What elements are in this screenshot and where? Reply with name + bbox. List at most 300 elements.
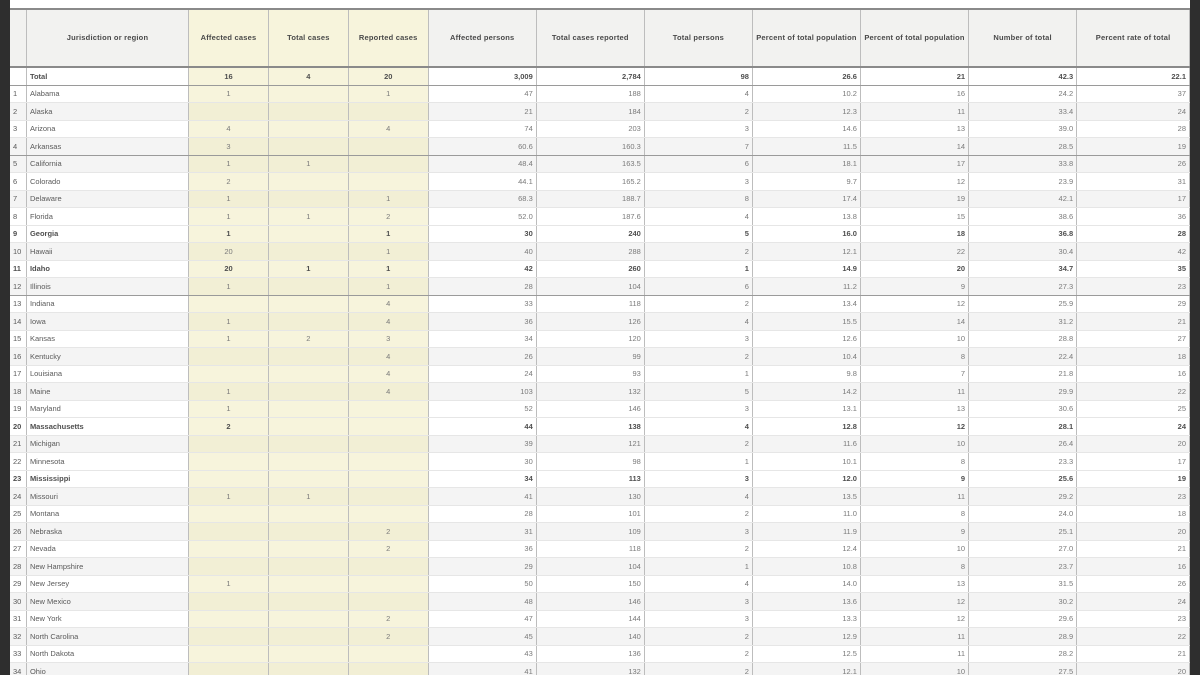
cell-c6: 4 (644, 85, 752, 103)
cell-c9: 27.3 (969, 278, 1077, 296)
table-row (10, 593, 1190, 611)
cell-c4: 39 (428, 435, 536, 453)
cell-c5: 120 (536, 330, 644, 348)
cell-c2 (268, 85, 348, 103)
cell-c4: 34 (428, 470, 536, 488)
cell-c4: 28 (428, 505, 536, 523)
cell-c5: 93 (536, 365, 644, 383)
cell-c4: 52 (428, 400, 536, 418)
cell-c8: 9 (860, 470, 968, 488)
cell-c5: 188.7 (536, 190, 644, 208)
cell-c1 (189, 663, 269, 675)
cell-c10: 27 (1077, 330, 1190, 348)
cell-c7: 13.5 (752, 488, 860, 506)
page-edge-right (1190, 0, 1200, 675)
cell-c10: 18 (1077, 505, 1190, 523)
cell-c8: 7 (860, 365, 968, 383)
row-number: 17 (10, 365, 26, 383)
row-label: Massachusetts (26, 418, 188, 436)
table-row (10, 313, 1190, 331)
cell-c2 (268, 505, 348, 523)
table-row (10, 225, 1190, 243)
header-name: Jurisdiction or region (26, 9, 188, 67)
cell-c1 (189, 453, 269, 471)
row-label: Florida (26, 208, 188, 226)
table-row (10, 330, 1190, 348)
table-row (10, 67, 1190, 85)
cell-c3 (348, 155, 428, 173)
header-c1: Affected cases (189, 9, 269, 67)
cell-c9: 30.4 (969, 243, 1077, 261)
cell-c3 (348, 400, 428, 418)
cell-c4: 60.6 (428, 138, 536, 156)
cell-c7: 12.1 (752, 243, 860, 261)
cell-c9: 25.6 (969, 470, 1077, 488)
cell-c10: 20 (1077, 663, 1190, 675)
cell-c2 (268, 593, 348, 611)
cell-c7: 13.8 (752, 208, 860, 226)
cell-c4: 30 (428, 225, 536, 243)
row-number: 32 (10, 628, 26, 646)
row-label: New Hampshire (26, 558, 188, 576)
cell-c3 (348, 453, 428, 471)
cell-c10: 19 (1077, 138, 1190, 156)
cell-c10: 16 (1077, 558, 1190, 576)
table-row (10, 663, 1190, 675)
cell-c9: 39.0 (969, 120, 1077, 138)
cell-c4: 29 (428, 558, 536, 576)
cell-c10: 29 (1077, 295, 1190, 313)
cell-c1: 20 (189, 260, 269, 278)
row-number: 14 (10, 313, 26, 331)
cell-c9: 33.4 (969, 103, 1077, 121)
row-label: Kentucky (26, 348, 188, 366)
cell-c10: 24 (1077, 103, 1190, 121)
cell-c5: 98 (536, 453, 644, 471)
cell-c8: 13 (860, 120, 968, 138)
cell-c9: 38.6 (969, 208, 1077, 226)
cell-c5: 121 (536, 435, 644, 453)
cell-c10: 22 (1077, 628, 1190, 646)
cell-c6: 8 (644, 190, 752, 208)
row-number: 28 (10, 558, 26, 576)
cell-c5: 144 (536, 610, 644, 628)
cell-c8: 9 (860, 278, 968, 296)
row-label: New Jersey (26, 575, 188, 593)
cell-c5: 132 (536, 383, 644, 401)
header-c5: Total cases reported (536, 9, 644, 67)
cell-c2 (268, 383, 348, 401)
row-number: 26 (10, 523, 26, 541)
cell-c7: 10.8 (752, 558, 860, 576)
cell-c2: 1 (268, 260, 348, 278)
cell-c7: 12.3 (752, 103, 860, 121)
cell-c9: 29.6 (969, 610, 1077, 628)
cell-c3 (348, 505, 428, 523)
table-sheet (10, 8, 1190, 675)
cell-c8: 11 (860, 488, 968, 506)
cell-c8: 22 (860, 243, 968, 261)
cell-c4: 41 (428, 488, 536, 506)
cell-c7: 11.5 (752, 138, 860, 156)
cell-c1 (189, 645, 269, 663)
cell-c7: 26.6 (752, 67, 860, 85)
cell-c5: 109 (536, 523, 644, 541)
cell-c10: 17 (1077, 453, 1190, 471)
cell-c6: 2 (644, 628, 752, 646)
cell-c10: 26 (1077, 155, 1190, 173)
row-number: 21 (10, 435, 26, 453)
cell-c8: 21 (860, 67, 968, 85)
cell-c4: 21 (428, 103, 536, 121)
cell-c5: 113 (536, 470, 644, 488)
cell-c4: 43 (428, 645, 536, 663)
row-label: Maryland (26, 400, 188, 418)
row-number: 11 (10, 260, 26, 278)
cell-c7: 12.1 (752, 663, 860, 675)
cell-c2 (268, 173, 348, 191)
cell-c1: 1 (189, 278, 269, 296)
cell-c9: 28.2 (969, 645, 1077, 663)
cell-c7: 16.0 (752, 225, 860, 243)
cell-c1: 1 (189, 225, 269, 243)
cell-c5: 136 (536, 645, 644, 663)
header-c9: Number of total (969, 9, 1077, 67)
cell-c9: 24.0 (969, 505, 1077, 523)
cell-c8: 12 (860, 173, 968, 191)
row-number: 4 (10, 138, 26, 156)
cell-c1 (189, 348, 269, 366)
cell-c1: 4 (189, 120, 269, 138)
cell-c2 (268, 243, 348, 261)
cell-c5: 288 (536, 243, 644, 261)
table-row (10, 365, 1190, 383)
cell-c10: 28 (1077, 120, 1190, 138)
cell-c9: 26.4 (969, 435, 1077, 453)
cell-c1 (189, 628, 269, 646)
cell-c9: 28.9 (969, 628, 1077, 646)
cell-c2: 1 (268, 155, 348, 173)
row-label: Alaska (26, 103, 188, 121)
header-c3: Reported cases (348, 9, 428, 67)
cell-c4: 28 (428, 278, 536, 296)
cell-c7: 12.4 (752, 540, 860, 558)
cell-c5: 101 (536, 505, 644, 523)
table-row (10, 243, 1190, 261)
row-number: 5 (10, 155, 26, 173)
cell-c1 (189, 523, 269, 541)
cell-c1: 1 (189, 313, 269, 331)
cell-c6: 2 (644, 295, 752, 313)
header-c8: Percent of total population (860, 9, 968, 67)
cell-c1: 2 (189, 173, 269, 191)
cell-c10: 26 (1077, 575, 1190, 593)
cell-c3: 1 (348, 85, 428, 103)
cell-c2 (268, 610, 348, 628)
cell-c9: 31.5 (969, 575, 1077, 593)
table-body (10, 67, 1190, 675)
cell-c9: 28.1 (969, 418, 1077, 436)
cell-c10: 37 (1077, 85, 1190, 103)
row-label: New Mexico (26, 593, 188, 611)
cell-c2 (268, 523, 348, 541)
row-number: 16 (10, 348, 26, 366)
cell-c2: 1 (268, 488, 348, 506)
cell-c4: 47 (428, 610, 536, 628)
cell-c9: 29.2 (969, 488, 1077, 506)
cell-c2 (268, 120, 348, 138)
cell-c2 (268, 540, 348, 558)
cell-c3: 4 (348, 365, 428, 383)
cell-c6: 3 (644, 523, 752, 541)
cell-c10: 21 (1077, 313, 1190, 331)
table-row (10, 400, 1190, 418)
cell-c10: 23 (1077, 610, 1190, 628)
row-label: Iowa (26, 313, 188, 331)
cell-c6: 3 (644, 330, 752, 348)
table-row (10, 348, 1190, 366)
cell-c3: 4 (348, 348, 428, 366)
cell-c3 (348, 470, 428, 488)
cell-c7: 14.6 (752, 120, 860, 138)
cell-c8: 20 (860, 260, 968, 278)
cell-c1 (189, 540, 269, 558)
cell-c1 (189, 365, 269, 383)
cell-c8: 9 (860, 523, 968, 541)
cell-c5: 104 (536, 278, 644, 296)
cell-c7: 10.2 (752, 85, 860, 103)
cell-c8: 14 (860, 313, 968, 331)
cell-c5: 140 (536, 628, 644, 646)
cell-c5: 150 (536, 575, 644, 593)
cell-c10: 17 (1077, 190, 1190, 208)
cell-c1 (189, 593, 269, 611)
cell-c2 (268, 365, 348, 383)
row-label: Michigan (26, 435, 188, 453)
cell-c4: 3,009 (428, 67, 536, 85)
cell-c5: 126 (536, 313, 644, 331)
cell-c9: 30.2 (969, 593, 1077, 611)
cell-c5: 163.5 (536, 155, 644, 173)
cell-c10: 25 (1077, 400, 1190, 418)
cell-c5: 203 (536, 120, 644, 138)
cell-c5: 184 (536, 103, 644, 121)
row-label: Ohio (26, 663, 188, 675)
row-number: 27 (10, 540, 26, 558)
cell-c6: 2 (644, 103, 752, 121)
table-row (10, 488, 1190, 506)
cell-c10: 24 (1077, 593, 1190, 611)
cell-c10: 22.1 (1077, 67, 1190, 85)
cell-c1: 1 (189, 575, 269, 593)
cell-c10: 18 (1077, 348, 1190, 366)
cell-c7: 12.9 (752, 628, 860, 646)
row-label: Delaware (26, 190, 188, 208)
cell-c8: 12 (860, 418, 968, 436)
cell-c4: 40 (428, 243, 536, 261)
row-number: 22 (10, 453, 26, 471)
cell-c5: 165.2 (536, 173, 644, 191)
cell-c3 (348, 418, 428, 436)
cell-c5: 146 (536, 593, 644, 611)
cell-c9: 34.7 (969, 260, 1077, 278)
row-label: Arkansas (26, 138, 188, 156)
cell-c3: 2 (348, 208, 428, 226)
table-row (10, 540, 1190, 558)
cell-c8: 11 (860, 628, 968, 646)
cell-c7: 11.0 (752, 505, 860, 523)
cell-c5: 99 (536, 348, 644, 366)
row-number: 6 (10, 173, 26, 191)
cell-c6: 1 (644, 453, 752, 471)
table-row (10, 610, 1190, 628)
cell-c2 (268, 663, 348, 675)
cell-c1: 1 (189, 155, 269, 173)
cell-c1: 2 (189, 418, 269, 436)
cell-c3: 4 (348, 120, 428, 138)
cell-c7: 11.9 (752, 523, 860, 541)
cell-c6: 2 (644, 243, 752, 261)
cell-c1: 1 (189, 330, 269, 348)
cell-c1: 1 (189, 208, 269, 226)
cell-c2 (268, 453, 348, 471)
cell-c7: 13.3 (752, 610, 860, 628)
row-number: 3 (10, 120, 26, 138)
cell-c2 (268, 295, 348, 313)
cell-c10: 20 (1077, 523, 1190, 541)
cell-c9: 23.3 (969, 453, 1077, 471)
cell-c4: 45 (428, 628, 536, 646)
data-table (10, 8, 1190, 675)
cell-c2 (268, 470, 348, 488)
row-label: Kansas (26, 330, 188, 348)
row-number (10, 67, 26, 85)
cell-c10: 16 (1077, 365, 1190, 383)
cell-c1: 1 (189, 85, 269, 103)
cell-c3 (348, 173, 428, 191)
cell-c9: 30.6 (969, 400, 1077, 418)
row-number: 15 (10, 330, 26, 348)
cell-c4: 42 (428, 260, 536, 278)
cell-c6: 1 (644, 260, 752, 278)
cell-c3 (348, 103, 428, 121)
row-label: Montana (26, 505, 188, 523)
cell-c4: 48.4 (428, 155, 536, 173)
cell-c7: 13.6 (752, 593, 860, 611)
row-number: 25 (10, 505, 26, 523)
cell-c6: 98 (644, 67, 752, 85)
cell-c1: 20 (189, 243, 269, 261)
cell-c5: 138 (536, 418, 644, 436)
cell-c9: 21.8 (969, 365, 1077, 383)
cell-c9: 42.3 (969, 67, 1077, 85)
header-c6: Total persons (644, 9, 752, 67)
cell-c6: 2 (644, 348, 752, 366)
cell-c8: 10 (860, 663, 968, 675)
cell-c4: 36 (428, 313, 536, 331)
header-c7: Percent of total population (752, 9, 860, 67)
cell-c7: 12.6 (752, 330, 860, 348)
cell-c7: 18.1 (752, 155, 860, 173)
cell-c3: 2 (348, 610, 428, 628)
cell-c10: 42 (1077, 243, 1190, 261)
table-row (10, 85, 1190, 103)
cell-c10: 28 (1077, 225, 1190, 243)
cell-c8: 10 (860, 435, 968, 453)
cell-c3: 1 (348, 260, 428, 278)
cell-c1: 3 (189, 138, 269, 156)
cell-c7: 9.7 (752, 173, 860, 191)
table-row (10, 418, 1190, 436)
cell-c9: 25.1 (969, 523, 1077, 541)
cell-c2 (268, 400, 348, 418)
cell-c3: 4 (348, 383, 428, 401)
cell-c4: 52.0 (428, 208, 536, 226)
cell-c8: 8 (860, 558, 968, 576)
cell-c5: 160.3 (536, 138, 644, 156)
cell-c8: 12 (860, 295, 968, 313)
cell-c6: 3 (644, 470, 752, 488)
cell-c9: 33.8 (969, 155, 1077, 173)
cell-c6: 4 (644, 488, 752, 506)
cell-c4: 44 (428, 418, 536, 436)
cell-c7: 9.8 (752, 365, 860, 383)
cell-c5: 118 (536, 540, 644, 558)
cell-c7: 15.5 (752, 313, 860, 331)
cell-c7: 13.4 (752, 295, 860, 313)
table-row (10, 453, 1190, 471)
row-label: Nebraska (26, 523, 188, 541)
row-label: Indiana (26, 295, 188, 313)
cell-c2 (268, 575, 348, 593)
cell-c3: 1 (348, 243, 428, 261)
cell-c3: 1 (348, 225, 428, 243)
cell-c3: 1 (348, 190, 428, 208)
cell-c10: 21 (1077, 540, 1190, 558)
cell-c4: 50 (428, 575, 536, 593)
table-row (10, 138, 1190, 156)
cell-c9: 27.0 (969, 540, 1077, 558)
table-row (10, 155, 1190, 173)
row-number: 10 (10, 243, 26, 261)
row-label: Mississippi (26, 470, 188, 488)
cell-c5: 187.6 (536, 208, 644, 226)
cell-c6: 2 (644, 540, 752, 558)
cell-c4: 44.1 (428, 173, 536, 191)
cell-c7: 12.8 (752, 418, 860, 436)
cell-c8: 13 (860, 575, 968, 593)
cell-c6: 2 (644, 645, 752, 663)
cell-c6: 5 (644, 383, 752, 401)
cell-c4: 24 (428, 365, 536, 383)
cell-c6: 3 (644, 610, 752, 628)
table-header (10, 9, 1190, 67)
row-label: Colorado (26, 173, 188, 191)
cell-c6: 6 (644, 278, 752, 296)
cell-c6: 2 (644, 505, 752, 523)
cell-c10: 36 (1077, 208, 1190, 226)
cell-c1 (189, 505, 269, 523)
cell-c3 (348, 138, 428, 156)
row-number: 8 (10, 208, 26, 226)
cell-c6: 4 (644, 418, 752, 436)
cell-c10: 21 (1077, 645, 1190, 663)
cell-c2 (268, 190, 348, 208)
row-label: North Dakota (26, 645, 188, 663)
cell-c8: 17 (860, 155, 968, 173)
cell-c4: 103 (428, 383, 536, 401)
cell-c4: 26 (428, 348, 536, 366)
